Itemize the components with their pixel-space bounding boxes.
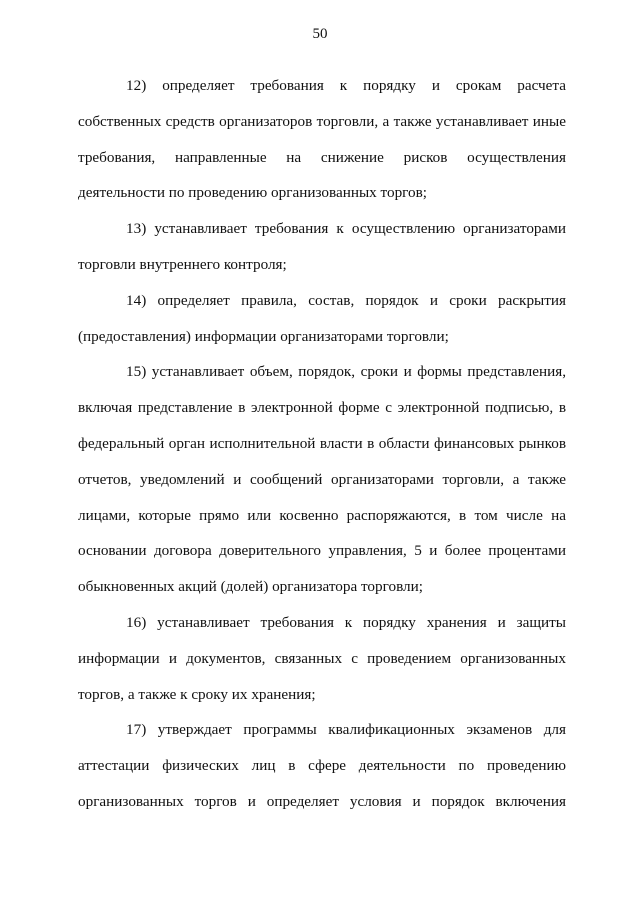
paragraph-item-12: 12) определяет требования к порядку и срокам расчета собственных средств организаторов торговли, а также устанавливает иные требования, направленные на снижение рисков осуществления деятельности по проведению организованных торгов; — [78, 77, 566, 202]
paragraph-item-16: 16) устанавливает требования к порядку хранения и защиты информации и документов, связанных с проведением организованных торгов, а также к сроку их хранения; — [78, 613, 566, 703]
paragraph-item-14: 14) определяет правила, состав, порядок и сроки раскрытия (предоставления) информации организаторами торговли; — [78, 291, 566, 345]
page-number: 50 — [312, 26, 328, 42]
document-body — [78, 68, 566, 820]
paragraph-item-17: 17) утверждает программы квалификационных экзаменов для аттестации физических лиц в сфере деятельности по проведению организованных торгов и определяет условия и порядок включения — [78, 721, 566, 810]
paragraph-item-15: 15) устанавливает объем, порядок, сроки и формы представления, включая представление в электронной форме с электронной подписью, в федеральный орган исполнительной власти в области финансовых рынков отчетов, уведомлений и сообщений организаторами торговли, а также лицами, которые прямо или косвенно распоряжаются, в том числе на основании договора доверительного управления, 5 и более процентами обыкновенных акций (долей) организатора торговли; — [78, 363, 566, 596]
paragraph-item-13: 13) устанавливает требования к осуществлению организаторами торговли внутреннего контроля; — [78, 220, 566, 273]
